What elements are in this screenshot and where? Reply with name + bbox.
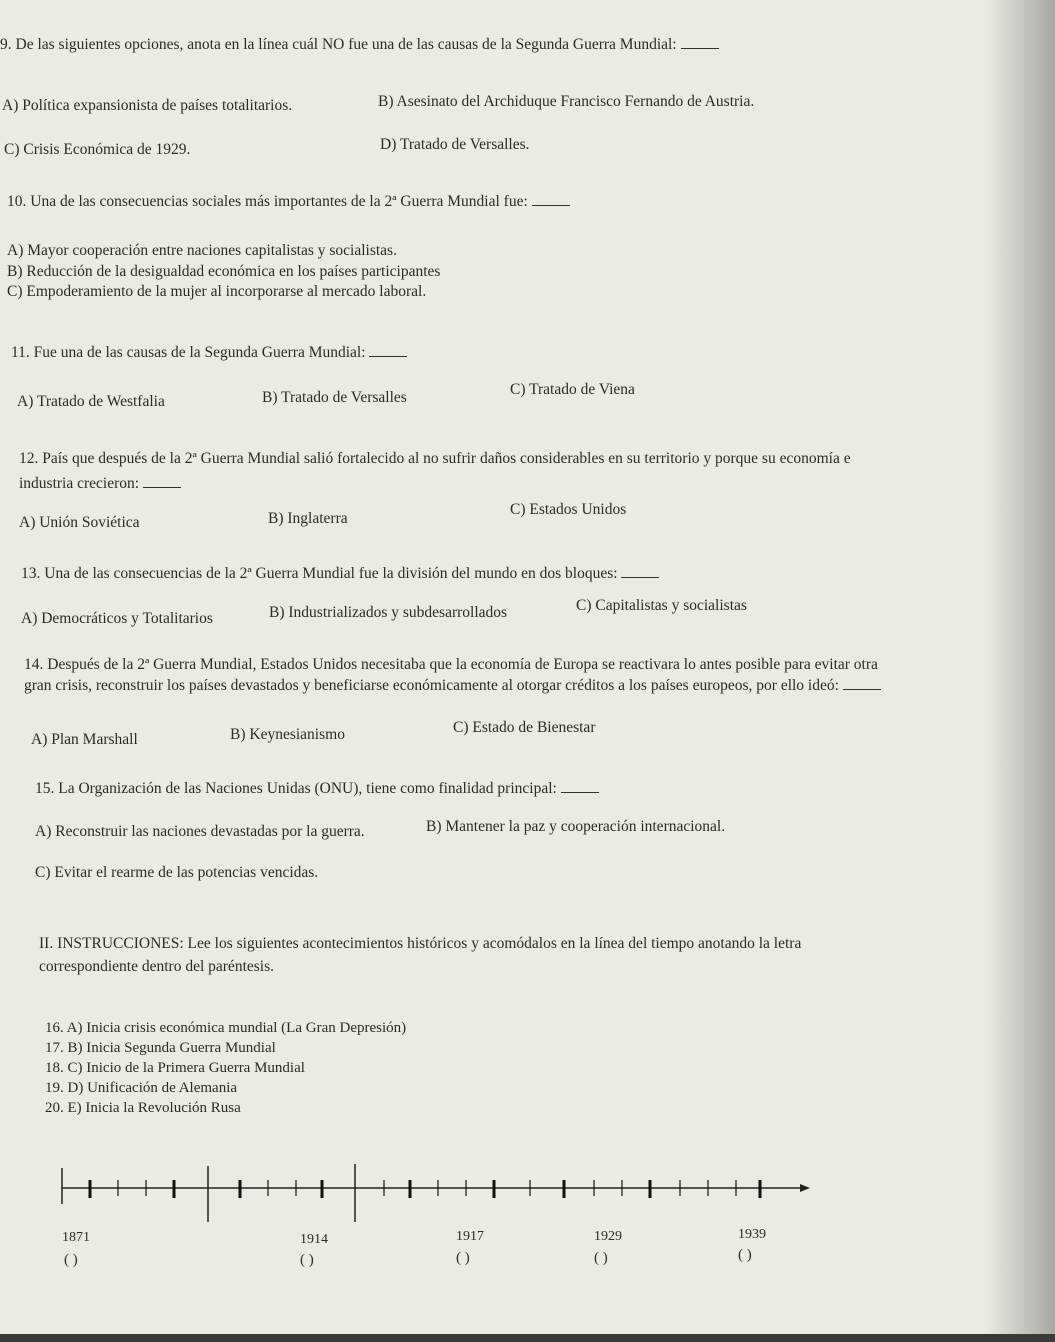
- question-14-line-2: [24, 677, 881, 695]
- event-item: 16. A) Inicia crisis económica mundial (La Gran Depresión): [45, 1020, 407, 1036]
- question-15: [35, 780, 599, 798]
- question-14-text: gran crisis, reconstruir los países devastados y beneficiarse económicamente al otorgar créditos a los países europeos, por ello ideó:: [24, 677, 839, 694]
- question-9-text: 9. De las siguientes opciones, anota en la línea cuál NO fue una de las causas de la Segunda Guerra Mundial:: [0, 36, 677, 53]
- timeline-year-1929: 1929: [594, 1229, 622, 1244]
- q14-option-c: C) Estado de Bienestar: [453, 719, 596, 736]
- question-12-line-2: [19, 475, 181, 493]
- q13-option-c: C) Capitalistas y socialistas: [576, 597, 747, 614]
- question-13-text: 13. Una de las consecuencias de la 2ª Guerra Mundial fue la división del mundo en dos bloques:: [21, 565, 618, 582]
- answer-line-10[interactable]: [532, 205, 570, 206]
- answer-line-15[interactable]: [561, 792, 599, 793]
- q9-option-a: A) Política expansionista de países totalitarios.: [2, 97, 293, 114]
- q9-option-d: D) Tratado de Versalles.: [380, 136, 530, 153]
- timeline-answer-slot-1871[interactable]: ( ): [64, 1252, 78, 1268]
- event-item: 20. E) Inicia la Revolución Rusa: [45, 1100, 241, 1116]
- q10-option-c: C) Empoderamiento de la mujer al incorporarse al mercado laboral.: [7, 283, 427, 300]
- timeline-arrow-icon: [800, 1184, 810, 1192]
- answer-line-14[interactable]: [843, 689, 881, 690]
- q11-option-b: B) Tratado de Versalles: [262, 389, 407, 406]
- timeline-axis: [60, 1160, 820, 1230]
- question-14-line-1: 14. Después de la 2ª Guerra Mundial, Estados Unidos necesitaba que la economía de Europa se reactivara lo antes posible para evitar otra: [24, 656, 878, 673]
- page-shadow-right: [985, 0, 1055, 1342]
- timeline-year-1914: 1914: [300, 1232, 328, 1247]
- timeline: [60, 1160, 820, 1280]
- event-item: 18. C) Inicio de la Primera Guerra Mundial: [45, 1060, 305, 1076]
- q15-option-b: B) Mantener la paz y cooperación internacional.: [426, 818, 726, 835]
- q14-option-a: A) Plan Marshall: [31, 731, 138, 748]
- question-9: [0, 36, 719, 54]
- question-10: [7, 193, 570, 211]
- section-2-instructions-line-1: II. INSTRUCCIONES: Lee los siguientes acontecimientos históricos y acomódalos en la línea del tiempo anotando la letra: [39, 935, 802, 952]
- timeline-answer-slot-1929[interactable]: ( ): [594, 1250, 608, 1266]
- q12-option-b: B) Inglaterra: [268, 510, 348, 527]
- question-11: [11, 344, 407, 362]
- q10-option-a: A) Mayor cooperación entre naciones capitalistas y socialistas.: [7, 242, 397, 259]
- q11-option-c: C) Tratado de Viena: [510, 381, 635, 398]
- answer-line-12[interactable]: [143, 487, 181, 488]
- q11-option-a: A) Tratado de Westfalia: [17, 393, 165, 410]
- page-shadow-bottom: [0, 1334, 1055, 1342]
- timeline-year-1871: 1871: [62, 1230, 90, 1245]
- q9-option-b: B) Asesinato del Archiduque Francisco Fernando de Austria.: [378, 93, 755, 110]
- timeline-year-1917: 1917: [456, 1229, 484, 1244]
- question-12-text: industria crecieron:: [19, 475, 140, 492]
- q15-option-c: C) Evitar el rearme de las potencias vencidas.: [35, 864, 319, 881]
- timeline-year-1939: 1939: [738, 1227, 766, 1242]
- question-10-text: 10. Una de las consecuencias sociales más importantes de la 2ª Guerra Mundial fue:: [7, 193, 528, 210]
- event-item: 17. B) Inicia Segunda Guerra Mundial: [45, 1040, 276, 1056]
- timeline-bold-ticks: [90, 1180, 760, 1198]
- answer-line-13[interactable]: [621, 577, 659, 578]
- question-12-line-1: 12. País que después de la 2ª Guerra Mundial salió fortalecido al no sufrir daños considerables en su territorio y porque su economía e: [19, 450, 851, 467]
- q12-option-a: A) Unión Soviética: [19, 514, 140, 531]
- q13-option-b: B) Industrializados y subdesarrollados: [269, 604, 508, 621]
- event-list: [45, 1018, 406, 1118]
- event-item: 19. D) Unificación de Alemania: [45, 1080, 238, 1096]
- q9-option-c: C) Crisis Económica de 1929.: [4, 141, 191, 158]
- q14-option-b: B) Keynesianismo: [230, 726, 345, 743]
- question-15-text: 15. La Organización de las Naciones Unidas (ONU), tiene como finalidad principal:: [35, 780, 557, 797]
- q15-option-a: A) Reconstruir las naciones devastadas por la guerra.: [35, 823, 365, 840]
- q12-option-c: C) Estados Unidos: [510, 501, 627, 518]
- question-11-text: 11. Fue una de las causas de la Segunda Guerra Mundial:: [11, 344, 366, 361]
- answer-line-11[interactable]: [369, 356, 407, 357]
- timeline-answer-slot-1917[interactable]: ( ): [456, 1250, 470, 1266]
- timeline-answer-slot-1939[interactable]: ( ): [738, 1247, 752, 1263]
- timeline-answer-slot-1914[interactable]: ( ): [300, 1252, 314, 1268]
- q13-option-a: A) Democráticos y Totalitarios: [21, 610, 213, 627]
- q10-option-b: B) Reducción de la desigualdad económica en los países participantes: [7, 263, 441, 280]
- section-2-instructions-line-2: correspondiente dentro del paréntesis.: [39, 958, 274, 975]
- question-13: [21, 565, 659, 583]
- answer-line-9[interactable]: [681, 48, 719, 49]
